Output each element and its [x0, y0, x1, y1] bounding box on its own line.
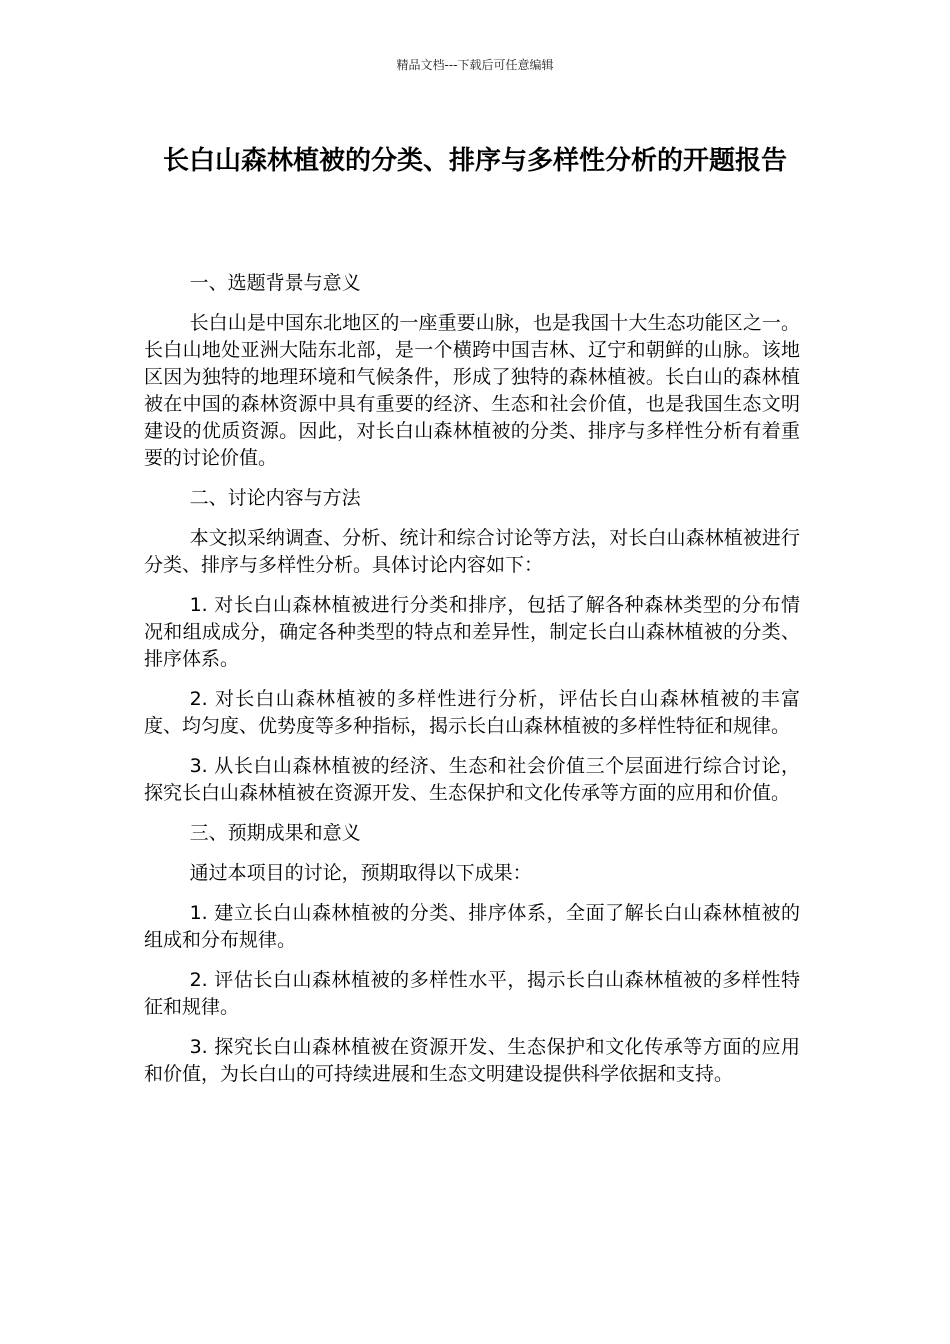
paragraph: 本文拟采纳调查、分析、统计和综合讨论等方法，对长白山森林植被进行分类、排序与多样性分析。具体讨论内容如下：	[144, 527, 800, 576]
section-content-methods	[144, 485, 800, 807]
list-item: 3. 探究长白山森林植被在资源开发、生态保护和文化传承等方面的应用和价值，为长白山的可持续进展和生态文明建设提供科学依据和支持。	[144, 1036, 800, 1085]
section-heading: 一、选题背景与意义	[189, 272, 361, 294]
section-background	[144, 270, 800, 472]
list-item: 3. 从长白山森林植被的经济、生态和社会价值三个层面进行综合讨论，探究长白山森林植被在资源开发、生态保护和文化传承等方面的应用和价值。	[144, 755, 800, 804]
section-heading: 三、预期成果和意义	[189, 822, 361, 844]
list-item: 2. 对长白山森林植被的多样性进行分析，评估长白山森林植被的丰富度、均匀度、优势度等多种指标，揭示长白山森林植被的多样性特征和规律。	[144, 688, 800, 737]
document-body	[144, 270, 800, 1101]
paragraph: 通过本项目的讨论，预期取得以下成果：	[189, 862, 532, 884]
list-item: 1. 建立长白山森林植被的分类、排序体系，全面了解长白山森林植被的组成和分布规律。	[144, 902, 800, 951]
list-item: 1. 对长白山森林植被进行分类和排序，包括了解各种森林类型的分布情况和组成成分，确定各种类型的特点和差异性，制定长白山森林植被的分类、排序体系。	[144, 594, 800, 670]
section-heading: 二、讨论内容与方法	[189, 487, 361, 509]
paragraph: 长白山是中国东北地区的一座重要山脉，也是我国十大生态功能区之一。长白山地处亚洲大陆东北部，是一个横跨中国吉林、辽宁和朝鲜的山脉。该地区因为独特的地理环境和气候条件，形成了独特的森林植被。长白山的森林植被在中国的森林资源中具有重要的经济、生态和社会价值，也是我国生态文明建设的优质资源。因此，对长白山森林植被的分类、排序与多样性分析有着重要的讨论价值。	[144, 312, 800, 469]
document-title: 长白山森林植被的分类、排序与多样性分析的开题报告	[162, 146, 787, 176]
page-header-note: 精品文档---下载后可任意编辑	[396, 58, 554, 72]
section-expected-results	[144, 820, 800, 1088]
list-item: 2. 评估长白山森林植被的多样性水平，揭示长白山森林植被的多样性特征和规律。	[144, 969, 800, 1018]
